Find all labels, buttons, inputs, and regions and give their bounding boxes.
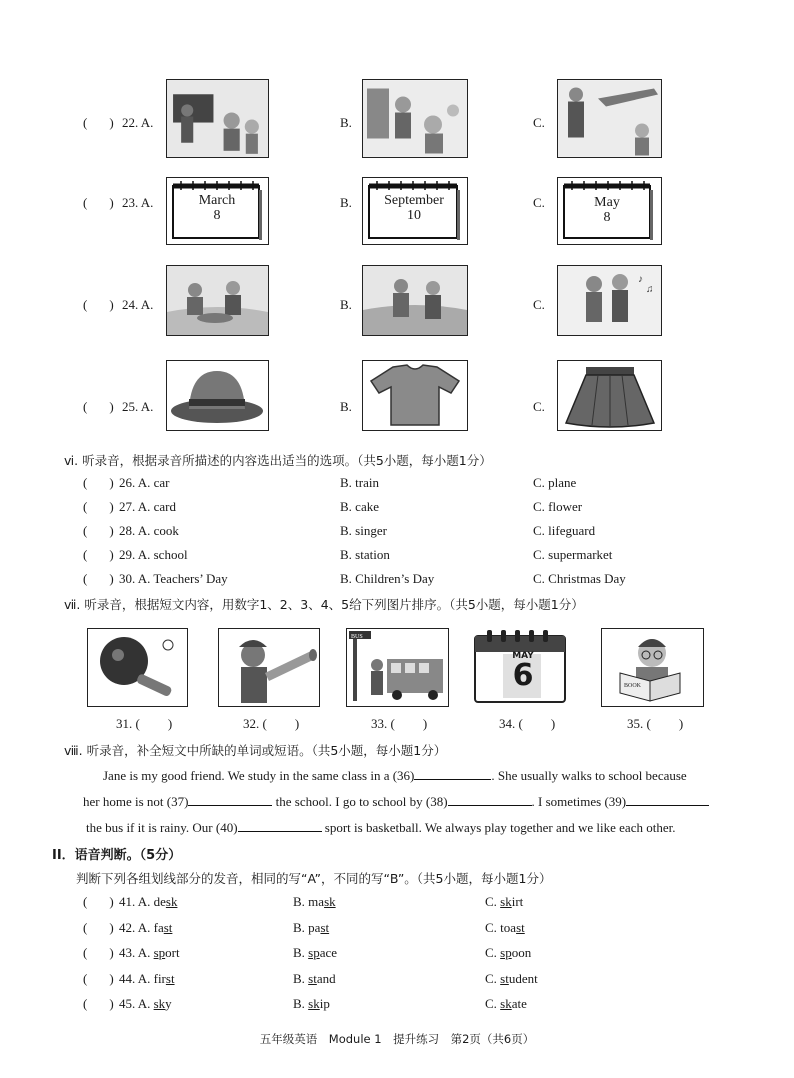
blank-37[interactable] (188, 793, 272, 806)
list-item (83, 571, 228, 587)
answer-bracket[interactable]: ( ) (83, 297, 114, 312)
calendar-month: May (594, 195, 620, 210)
option-c: C. student (485, 971, 538, 986)
option-b-label: B. (340, 195, 352, 210)
calendar-month: September (384, 193, 444, 208)
option-a: sport (153, 945, 180, 960)
option-c: C. spoon (485, 945, 532, 960)
passage-line-3: the bus if it is rainy. Our (40) sport is basketball. We always play together and we like each other. (86, 820, 676, 835)
firefighter-image[interactable] (218, 628, 320, 707)
option-b: B. mask (293, 894, 336, 909)
bus-stop-image[interactable] (346, 628, 449, 707)
question-number: 24. A. (122, 297, 154, 312)
blank-39[interactable] (626, 793, 709, 806)
option-c: C. supermarket (533, 547, 613, 562)
option-b: B. past (293, 920, 330, 935)
question-number: 22. A. (122, 115, 154, 130)
option-a: first (153, 971, 175, 986)
classroom-scene-image[interactable] (166, 79, 269, 158)
answer-bracket[interactable]: ( ) (83, 971, 114, 986)
option-a: desk (153, 894, 178, 909)
section-vii-heading: ⅶ. 听录音，根据短文内容，用数字1、2、3、4、5给下列图片排序。（共5小题，每小题1分） (64, 597, 584, 612)
section-ii-heading: II．语音判断。（5分） (52, 848, 182, 863)
page-footer: 五年级英语 Module 1 提升练习 第2页（共6页） (259, 1032, 535, 1046)
option-b-label: B. (340, 115, 352, 130)
list-item (83, 547, 188, 563)
picture-31-label[interactable]: 31. ( ) (116, 716, 173, 731)
passage-line-2: her home is not (37) the school. I go to school by (38) . I sometimes (39) (83, 793, 709, 810)
passage-line-1: Jane is my good friend. We study in the same class in a (36) . She usually walks to school because (103, 768, 687, 783)
section-ii-instruction: 判断下列各组划线部分的发音，相同的写“A”，不同的写“B”。（共5小题，每小题1分） (76, 871, 552, 886)
answer-bracket[interactable]: ( ) (83, 399, 114, 414)
option-c-label: C. (533, 399, 545, 414)
picnic-scene-image[interactable] (166, 265, 269, 336)
option-a: car (153, 475, 170, 490)
option-c: C. Christmas Day (533, 571, 626, 586)
option-b: B. stand (293, 971, 336, 986)
option-c-label: C. (533, 115, 545, 130)
answer-bracket[interactable]: ( ) (83, 996, 114, 1011)
list-item: ( ) 45. A. sky (83, 996, 172, 1011)
question-number: 28. A. (118, 523, 151, 538)
blank-40[interactable] (238, 819, 322, 832)
children-at-door-image[interactable] (362, 79, 468, 158)
svg-text:♪: ♪ (638, 274, 643, 285)
list-item: ( ) 43. A. sport (83, 945, 180, 960)
picture-32-label[interactable]: 32. ( ) (243, 716, 300, 731)
option-a: Teachers’ Day (153, 571, 228, 586)
option-c-label: C. (533, 195, 545, 210)
section-viii-heading: ⅷ. 听录音，补全短文中所缺的单词或短语。（共5小题，每小题1分） (64, 743, 447, 758)
option-c-label: C. (533, 297, 545, 312)
option-c: C. skirt (485, 894, 524, 909)
option-b: B. Children’s Day (340, 571, 435, 586)
option-a: school (153, 547, 188, 562)
answer-bracket[interactable]: ( ) (83, 920, 114, 935)
question-number: 26. A. (118, 475, 151, 490)
option-b: B. cake (340, 499, 379, 514)
option-b-label: B. (340, 399, 352, 414)
option-a: cook (153, 523, 179, 538)
answer-bracket[interactable]: ( ) (83, 195, 114, 210)
skirt-image[interactable] (557, 360, 662, 431)
option-b: B. station (340, 547, 390, 562)
airplane-and-children-image[interactable] (557, 79, 662, 158)
question-number: 30. A. (118, 571, 151, 586)
question-number: 25. A. (122, 399, 154, 414)
option-c: C. skate (485, 996, 527, 1011)
option-c: C. lifeguard (533, 523, 596, 538)
question-number: 27. A. (118, 499, 151, 514)
option-b: B. singer (340, 523, 387, 538)
option-c: C. flower (533, 499, 583, 514)
tshirt-image[interactable] (362, 360, 468, 431)
list-item (83, 475, 169, 491)
calendar-day: 10 (407, 208, 421, 223)
blank-36[interactable] (414, 767, 491, 780)
calendar-day: 6 (512, 658, 534, 693)
option-b: B. space (293, 945, 338, 960)
option-a: card (153, 499, 176, 514)
option-b-label: B. (340, 297, 352, 312)
answer-bracket[interactable]: ( ) (83, 894, 114, 909)
answer-bracket[interactable]: ( ) (83, 115, 114, 130)
question-number: 23. A. (122, 195, 154, 210)
list-item (83, 499, 176, 515)
child-reading-book-image[interactable] (601, 628, 704, 707)
answer-bracket[interactable]: ( ) (83, 475, 114, 490)
option-b: B. skip (293, 996, 330, 1011)
option-a: fast (153, 920, 173, 935)
book-word: BOOK (624, 683, 642, 689)
question-number: 29. A. (118, 547, 151, 562)
answer-bracket[interactable]: ( ) (83, 547, 114, 562)
hat-image[interactable] (166, 360, 269, 431)
list-item (83, 523, 179, 539)
children-singing-image[interactable] (557, 265, 662, 336)
option-c: C. plane (533, 475, 577, 490)
children-in-field-image[interactable] (362, 265, 468, 336)
picture-34-label[interactable]: 34. ( ) (499, 716, 556, 731)
blank-38[interactable] (448, 793, 532, 806)
calendar-month: March (198, 193, 236, 208)
ping-pong-paddle-image[interactable] (87, 628, 188, 707)
list-item: ( ) 44. A. first (83, 971, 175, 986)
picture-35-label[interactable]: 35. ( ) (627, 716, 684, 731)
bus-stop-sign: BUS (351, 634, 363, 640)
option-c: C. toast (485, 920, 525, 935)
list-item: ( ) 42. A. fast (83, 920, 173, 935)
answer-bracket[interactable]: ( ) (83, 523, 114, 538)
svg-text:♫: ♫ (646, 284, 654, 295)
option-b: B. train (340, 475, 379, 490)
answer-bracket[interactable]: ( ) (83, 571, 114, 586)
section-vi-heading: ⅵ. 听录音，根据录音所描述的内容选出适当的选项。（共5小题，每小题1分） (64, 453, 492, 468)
answer-bracket[interactable]: ( ) (83, 945, 114, 960)
option-a: sky (153, 996, 172, 1011)
calendar-day: 8 (213, 208, 221, 223)
calendar-day: 8 (603, 210, 611, 225)
picture-33-label[interactable]: 33. ( ) (371, 716, 428, 731)
calendar-month: MAY (512, 651, 534, 661)
list-item: ( ) 41. A. desk (83, 894, 178, 909)
answer-bracket[interactable]: ( ) (83, 499, 114, 514)
